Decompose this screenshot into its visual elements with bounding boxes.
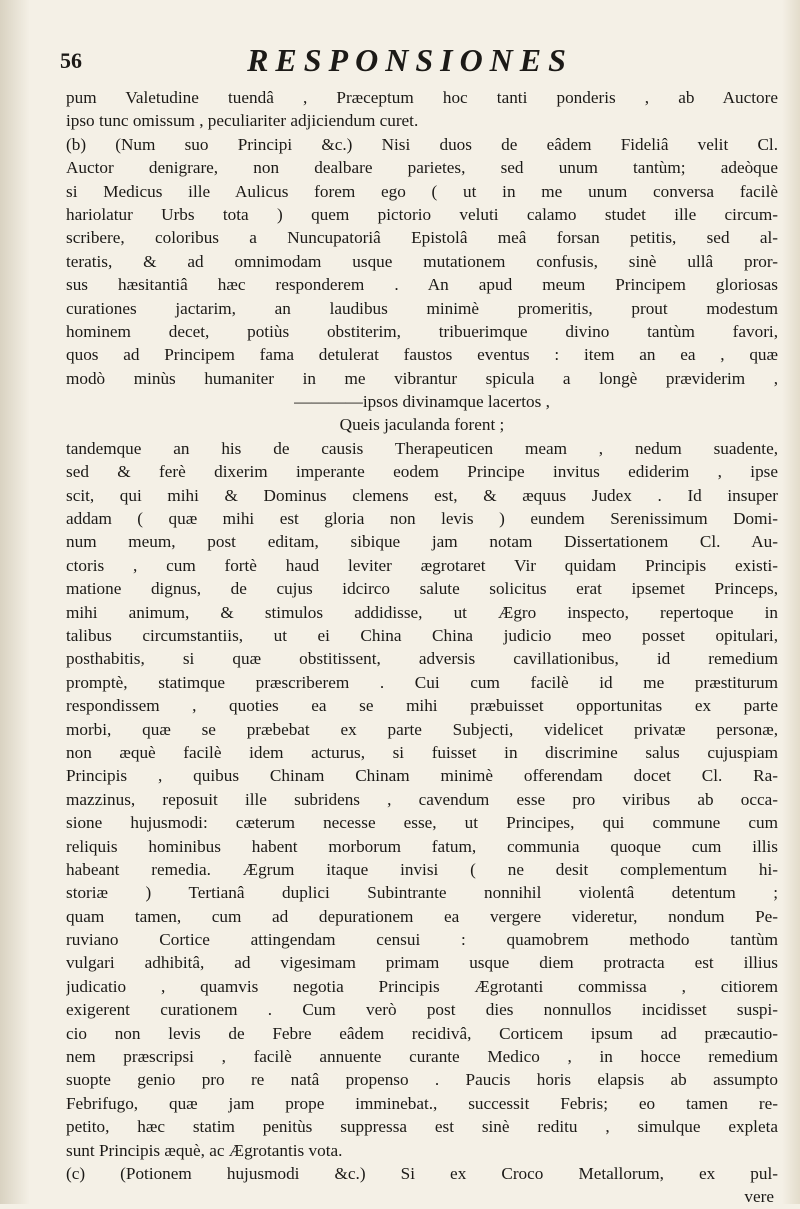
text-line: vulgari adhibitâ, ad vigesimam primam usque diem protracta est illius — [66, 953, 778, 973]
text-line: scit, qui mihi & Dominus clemens est, & æquus Judex . Id insuper — [66, 485, 778, 505]
text-line: posthabitis, si quæ obstitissent, adversis cavillationibus, id remedium — [66, 649, 778, 669]
text-line: habeant remedia. Ægrum itaque invisi ( ne desit complementum hi- — [66, 859, 778, 879]
text-line: respondissem , quoties ea se mihi præbuisset opportunitas ex parte — [66, 696, 778, 716]
text-line: nem præscripsi , facilè annuente curante Medico , in hocce remedium — [66, 1047, 778, 1067]
text-line: sed & ferè dixerim imperante eodem Principe invitus ediderim , ipse — [66, 462, 778, 482]
text-line: sunt Principis æquè, ac Ægrotantis vota. — [66, 1140, 343, 1160]
text-line: Principis , quibus Chinam Chinam minimè offerendam docet Cl. Ra- — [66, 766, 778, 786]
body-text — [66, 86, 778, 1209]
text-line: storiæ ) Tertianâ duplici Subintrante nonnihil violentâ detentum ; — [66, 883, 778, 903]
text-line: si Medicus ille Aulicus forem ego ( ut in me unum conversa facilè — [66, 181, 778, 201]
text-line: judicatio , quamvis negotia Principis Ægrotanti commissa , citiorem — [66, 976, 778, 996]
text-line: sione hujusmodi: cæterum necesse esse, ut Principes, qui commune cum — [66, 813, 778, 833]
text-line: talibus circumstantiis, ut ei China China judicio meo posset opitulari, — [66, 625, 778, 645]
verse-line: ————ipsos divinamque lacertos , — [294, 392, 550, 412]
text-line: num meum, post editam, sibique jam notam Dissertationem Cl. Au- — [66, 532, 778, 552]
text-line: suopte genio pro re natâ propenso . Paucis horis elapsis ab assumpto — [66, 1070, 778, 1090]
text-line: reliquis hominibus habent morborum fatum, communia quoque cum illis — [66, 836, 778, 856]
text-line: Febrifugo, quæ jam prope imminebat., successit Febris; eo tamen re- — [66, 1093, 778, 1113]
text-line: ruviano Cortice attingendam censui : quamobrem methodo tantùm — [66, 930, 778, 950]
text-line: curationes jactarim, an laudibus minimè promeritis, prout modestum — [66, 298, 778, 318]
text-line: modò minùs humaniter in me vibrantur spicula a longè præviderim , — [66, 368, 778, 388]
text-line: quos ad Principem fama detulerat faustos eventus : item an ea , quæ — [66, 345, 778, 365]
text-line: matione dignus, de cujus idcirco salute solicitus erat ipsemet Princeps, — [66, 579, 778, 599]
text-line: tandemque an his de causis Therapeuticen meam , nedum suadente, — [66, 438, 778, 458]
verse-line: Queis jaculanda forent ; — [339, 415, 505, 435]
text-line: quam tamen, cum ad depurationem ea vergere videretur, nondum Pe- — [66, 906, 778, 926]
text-line: addam ( quæ mihi est gloria non levis ) eundem Serenissimum Domi- — [66, 509, 778, 529]
text-line: cio non levis de Febre eâdem recidivâ, Corticem ipsum ad præcautio- — [66, 1023, 778, 1043]
text-line: sus hæsitantiâ hæc responderem . An apud meum Principem gloriosas — [66, 275, 778, 295]
text-line: mihi animum, & stimulos addidisse, ut Ægro inspecto, repertoque in — [66, 602, 778, 622]
text-line: petito, hæc statim penitùs suppressa est sinè reditu , simulque expleta — [66, 1117, 778, 1137]
running-title: RESPONSIONES — [247, 42, 573, 78]
catchword: vere — [744, 1187, 774, 1207]
text-line: pum Valetudine tuendâ , Præceptum hoc tanti ponderis , ab Auctore — [66, 88, 778, 107]
text-line: mazzinus, reposuit ille subridens , cavendum esse pro viribus ab occa- — [66, 789, 778, 809]
text-line: non æquè facilè idem acturus, si fuisset in discrimine salus cujuspiam — [66, 742, 778, 762]
text-line: hominem decet, potiùs obstiterim, tribuerimque divino tantùm favori, — [66, 321, 778, 341]
text-line: ctoris , cum fortè haud leviter ægrotaret Vir quidam Principis existi- — [66, 555, 778, 575]
text-line: morbi, quæ se præbebat ex parte Subjecti, videlicet privatæ personæ, — [66, 719, 778, 739]
page-header — [60, 42, 760, 82]
text-line: (c) (Potionem hujusmodi &c.) Si ex Croco Metallorum, ex pul- — [66, 1163, 778, 1183]
text-line: hariolatur Urbs tota ) quem pictorio veluti calamo studet ille circum- — [66, 204, 778, 224]
text-line: promptè, statimque præscriberem . Cui cum facilè id me præstiturum — [66, 672, 778, 692]
page-gutter-shadow — [0, 0, 30, 1204]
text-line: teratis, & ad omnimodam usque mutationem confusis, sinè ullâ pror- — [66, 251, 778, 271]
text-line: (b) (Num suo Principi &c.) Nisi duos de eâdem Fideliâ velit Cl. — [66, 134, 778, 154]
text-line: Auctor denigrare, non dealbare parietes, sed unum tantùm; adeòque — [66, 158, 778, 178]
page-edge — [782, 0, 800, 1204]
text-line: exigerent curationem . Cum verò post dies nonnullos incidisset suspi- — [66, 1000, 778, 1020]
text-line: scribere, coloribus a Nuncupatoriâ Epistolâ meâ forsan petitis, sed al- — [66, 228, 778, 248]
page-number: 56 — [60, 48, 82, 73]
text-line: ipso tunc omissum , peculiariter adjiciendum curet. — [66, 111, 419, 131]
